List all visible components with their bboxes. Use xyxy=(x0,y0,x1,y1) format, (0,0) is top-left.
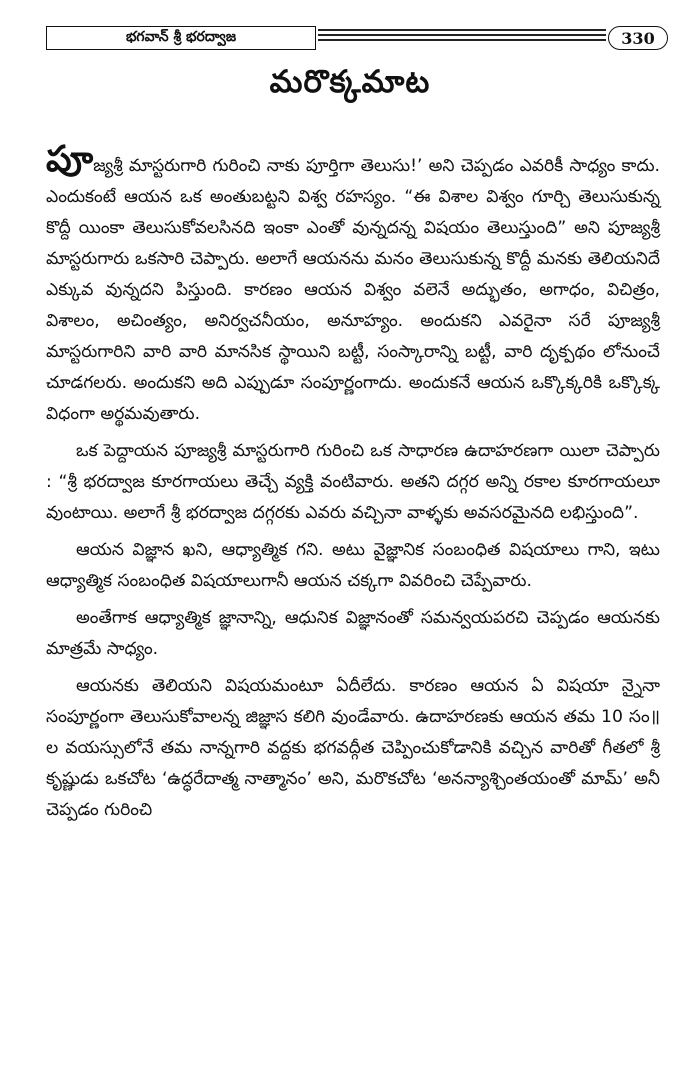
paragraph: ఆయన విజ్ఞాన ఖని, ఆధ్యాత్మిక గని. అటు వైజ్ఞానిక సంబంధిత విషయాలు గాని, ఇటు ఆధ్యాత్మిక సంబంధిత విషయాలుగానీ ఆయన చక్కగా వివరించి చెప్పేవారు. xyxy=(46,540,660,591)
paragraph: ఒక పెద్దాయన పూజ్యశ్రీ మాస్టరుగారి గురించి ఒక సాధారణ ఉదాహరణగా యిలా చెప్పారు : “శ్రీ భరద్వాజ కూరగాయలు తెచ్చే వ్యక్తి వంటివారు. అతని దగ్గర అన్ని రకాల కూరగాయలూ వుంటాయి. అలాగే శ్రీ భరద్వాజ దగ్గరకు ఎవరు వచ్చినా వాళ్ళకు అవసరమైనది లభిస్తుంది”. xyxy=(46,441,660,523)
page-number: 330 xyxy=(608,26,668,50)
body-text xyxy=(46,139,660,832)
running-title: భగవాన్ శ్రీ భరద్వాజ xyxy=(46,26,316,50)
paragraph-text: జ్యశ్రీ మాస్టరుగారి గురించి నాకు పూర్తిగా తెలుసు!’ అని చెప్పడం ఎవరికీ సాధ్యం కాదు. ఎందుకంటే ఆయన ఒక అంతుబట్టని విశ్వ రహస్యం. “ఈ విశాల విశ్వం గూర్చి తెలుసుకున్న కొద్దీ యింకా తెలుసుకోవలసినది ఇంకా ఎంతో వున్నదన్న విషయం తెలుస్తుంది” అని పూజ్యశ్రీ మాస్టరుగారు ఒకసారి చెప్పారు. అలాగే ఆయనను మనం తెలుసుకున్న కొద్దీ మనకు తెలియనిదే ఎక్కువ వున్నదని పిస్తుంది. కారణం ఆయన విశ్వం వలెనే అద్భుతం, అగాధం, విచిత్రం, విశాలం, అచింత్యం, అనిర్వచనీయం, అనూహ్యం. అందుకని ఎవరైనా సరే పూజ్యశ్రీ మాస్టరుగారిని వారి వారి మానసిక స్థాయిని బట్టీ, సంస్కారాన్ని బట్టీ, వారి దృక్పథం లోనుంచే చూడగలరు. అందుకని అది ఎప్పుడూ సంపూర్ణంగాదు. అందుకనే ఆయన ఒక్కొక్కరికి ఒక్కొక్క విధంగా అర్థమవుతారు. xyxy=(46,156,660,424)
paragraph: ఆయనకు తెలియని విషయమంటూ ఏదీలేదు. కారణం ఆయన ఏ విషయా న్నైనా సంపూర్ణంగా తెలుసుకోవాలన్న జిజ్ఞాస కలిగి వుండేవారు. ఉదాహరణకు ఆయన తమ 10 సం॥ల వయస్సులోనే తమ నాన్నగారి వద్దకు భగవద్గీత చెప్పించుకోడానికి వచ్చిన వారితో గీతలో శ్రీ కృష్ణుడు ఒకచోట ‘ఉద్ధరేదాత్మ నాత్మానం’ అని, మరొకచోట ‘అనన్యాశ్చింతయంతో మామ్’ అనీ చెప్పడం గురించి xyxy=(46,676,660,820)
drop-cap: పూ xyxy=(46,139,94,180)
chapter-title: మరొక్కమాట xyxy=(269,64,431,100)
header-rule-lines xyxy=(318,29,606,47)
paragraph xyxy=(46,139,660,430)
paragraph: అంతేగాక ఆధ్యాత్మిక జ్ఞానాన్ని, ఆధునిక విజ్ఞానంతో సమన్వయపరచి చెప్పడం ఆయనకు మాత్రమే సాధ్యం. xyxy=(46,608,660,659)
running-header xyxy=(46,26,660,52)
